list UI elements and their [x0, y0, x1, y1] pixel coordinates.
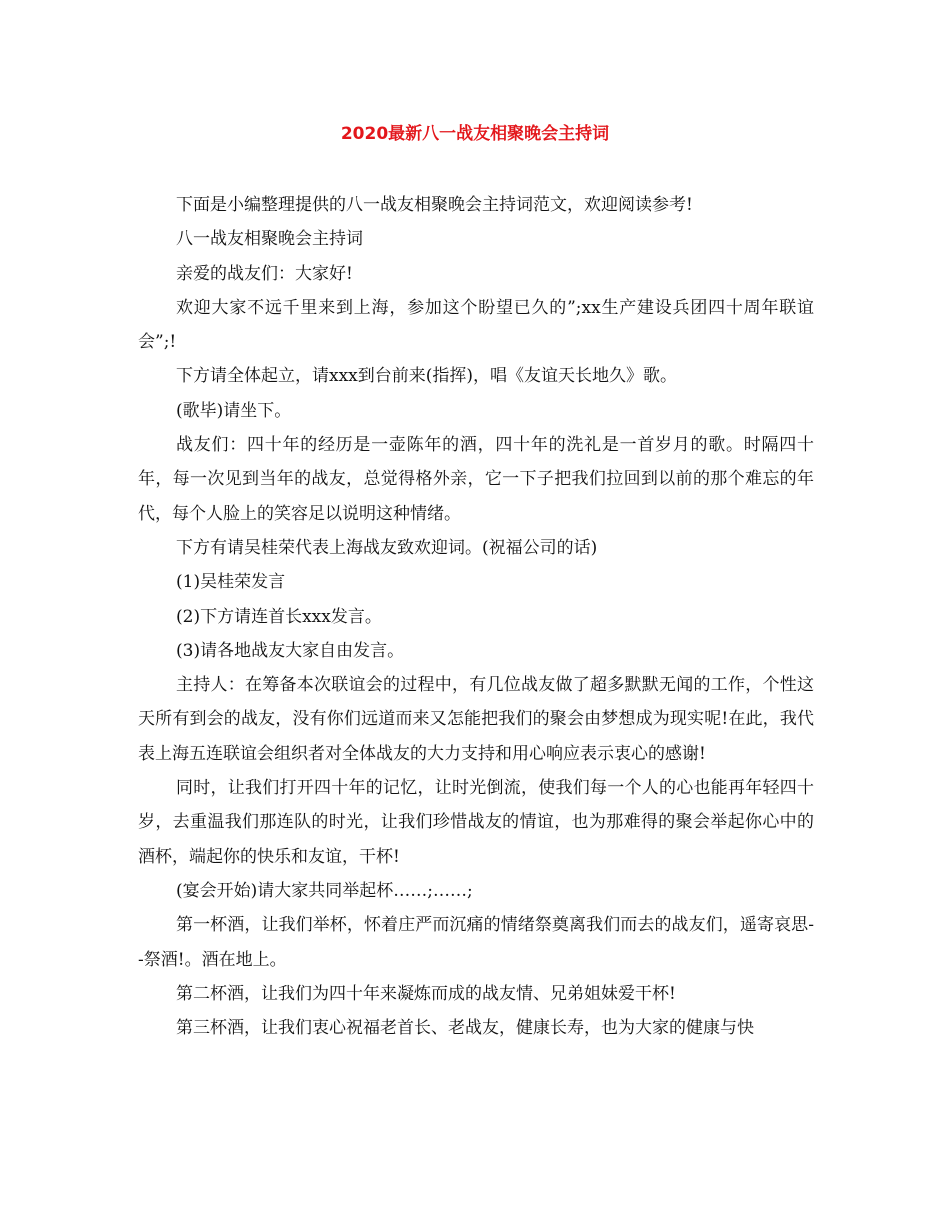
document-body	[138, 188, 814, 1045]
paragraph-first-toast: 第一杯酒，让我们举杯，怀着庄严而沉痛的情绪祭奠离我们而去的战友们，遥寄哀思--祭酒!。酒在地上。	[138, 915, 814, 970]
paragraph-speech-2: (2)下方请连首长xxx发言。	[176, 606, 382, 627]
paragraph-subtitle: 八一战友相聚晚会主持词	[176, 229, 363, 250]
paragraph-speech-3: (3)请各地战友大家自由发言。	[176, 640, 405, 661]
paragraph-welcome: 欢迎大家不远千里来到上海，参加这个盼望已久的”;xx生产建设兵团四十周年联谊会”;!	[138, 297, 814, 353]
paragraph-second-toast: 第二杯酒，让我们为四十年来凝炼而成的战友情、兄弟姐妹爱干杯!	[176, 983, 676, 1004]
paragraph-speech-1: (1)吴桂荣发言	[176, 572, 286, 593]
paragraph-host-thanks: 主持人：在筹备本次联谊会的过程中，有几位战友做了超多默默无闻的工作，个性这天所有到会的战友，没有你们远道而来又怎能把我们的聚会由梦想成为现实呢!在此，我代表上海五连联谊会组织者对全体战友的大力支持和用心响应表示衷心的感谢!	[138, 675, 814, 764]
paragraph-memories: 同时，让我们打开四十年的记忆，让时光倒流，使我们每一个人的心也能再年轻四十岁，去重温我们那连队的时光，让我们珍惜战友的情谊，也为那难得的聚会举起你心中的酒杯，端起你的快乐和友谊，干杯!	[138, 778, 814, 867]
paragraph-banquet-start: (宴会开始)请大家共同举起杯……;……;	[176, 880, 473, 901]
paragraph-intro: 下面是小编整理提供的八一战友相聚晚会主持词范文，欢迎阅读参考!	[176, 195, 693, 215]
paragraph-stand-up: 下方请全体起立，请xxx到台前来(指挥)，唱《友谊天长地久》歌。	[176, 366, 678, 387]
document-title: 2020最新八一战友相聚晚会主持词	[340, 124, 610, 144]
paragraph-sit-down: (歌毕)请坐下。	[176, 400, 292, 421]
paragraph-third-toast: 第三杯酒，让我们衷心祝福老首长、老战友，健康长寿，也为大家的健康与快	[176, 1018, 754, 1039]
paragraph-comrades: 战友们：四十年的经历是一壶陈年的酒，四十年的洗礼是一首岁月的歌。时隔四十年，每一次见到当年的战友，总觉得格外亲，它一下子把我们拉回到以前的那个难忘的年代，每个人脸上的笑容足以说明这种情绪。	[138, 435, 814, 524]
paragraph-greeting: 亲爱的战友们：大家好!	[176, 263, 353, 284]
paragraph-welcome-speech: 下方有请吴桂荣代表上海战友致欢迎词。(祝福公司的话)	[176, 537, 598, 558]
